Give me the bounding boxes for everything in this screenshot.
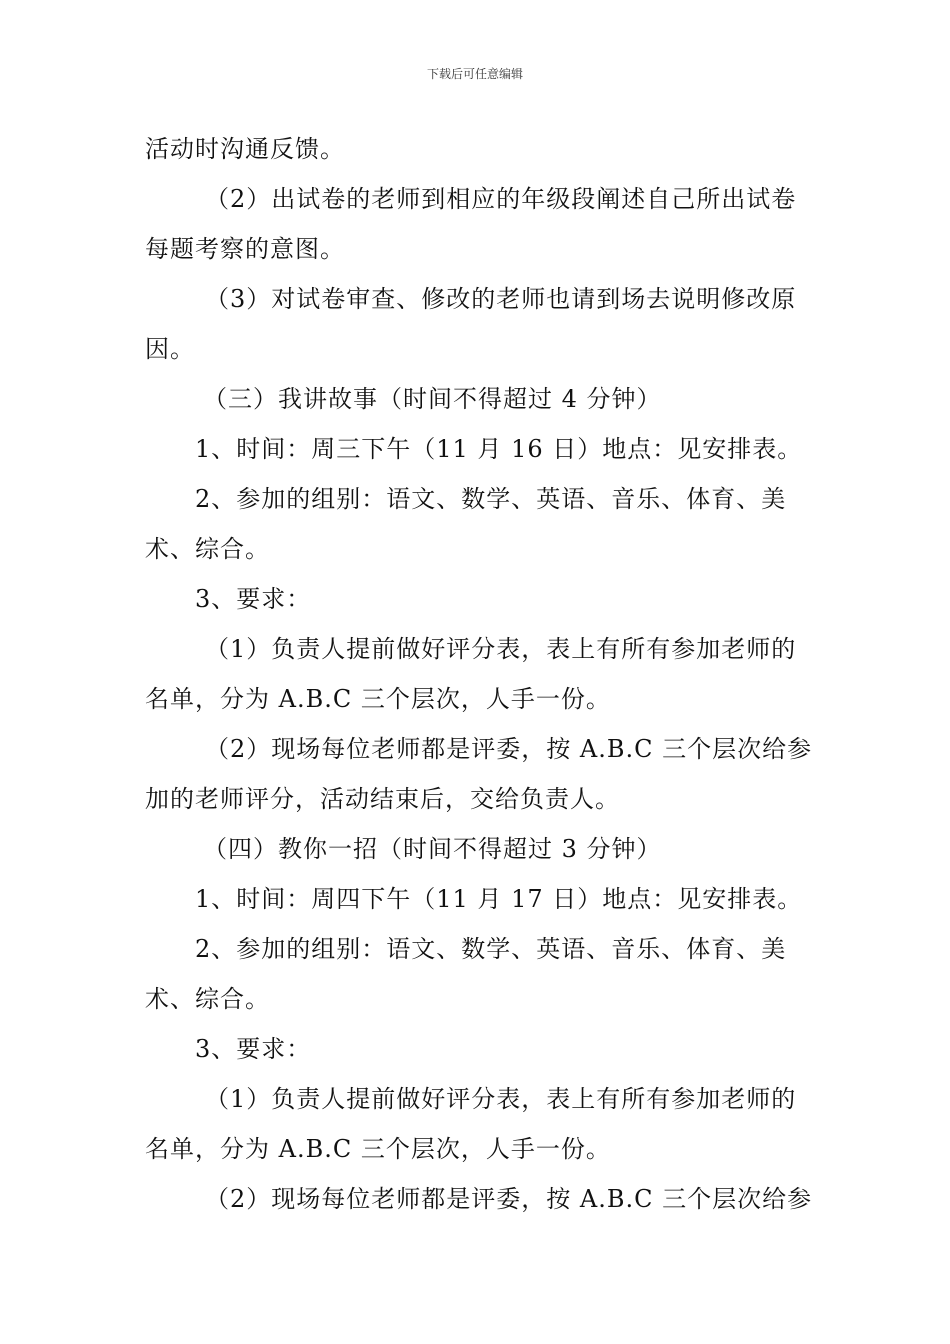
text-line: 3、要求： (195, 1035, 312, 1063)
text-line: 2、参加的组别：语文、数学、英语、音乐、体育、美 (195, 485, 787, 513)
section-heading: （四）教你一招（时间不得超过 3 分钟） (203, 835, 662, 863)
text-line: （1）负责人提前做好评分表，表上有所有参加老师的 (205, 1085, 797, 1113)
text-line: （3）对试卷审查、修改的老师也请到场去说明修改原 (205, 285, 797, 313)
text-line: 3、要求： (195, 585, 312, 613)
text-line: （2）现场每位老师都是评委，按 A.B.C 三个层次给参 (205, 1185, 813, 1213)
text-line: （2）现场每位老师都是评委，按 A.B.C 三个层次给参 (205, 735, 813, 763)
document-body (145, 124, 813, 1224)
text-line: 术、综合。 (145, 985, 270, 1013)
section-heading: （三）我讲故事（时间不得超过 4 分钟） (203, 385, 662, 413)
text-line: 1、时间：周三下午（11 月 16 日）地点：见安排表。 (195, 435, 803, 463)
text-line: 加的老师评分，活动结束后，交给负责人。 (145, 785, 620, 813)
text-line: 1、时间：周四下午（11 月 17 日）地点：见安排表。 (195, 885, 803, 913)
text-line: 名单，分为 A.B.C 三个层次，人手一份。 (145, 1135, 611, 1163)
page-header-note: 下载后可任意编辑 (426, 67, 523, 81)
text-line: （2）出试卷的老师到相应的年级段阐述自己所出试卷 (205, 185, 797, 213)
text-line: 名单，分为 A.B.C 三个层次，人手一份。 (145, 685, 611, 713)
text-line: 术、综合。 (145, 535, 270, 563)
text-line: 活动时沟通反馈。 (145, 135, 345, 163)
text-line: 每题考察的意图。 (145, 235, 345, 263)
text-line: 2、参加的组别：语文、数学、英语、音乐、体育、美 (195, 935, 787, 963)
text-line: （1）负责人提前做好评分表，表上有所有参加老师的 (205, 635, 797, 663)
text-line: 因。 (145, 335, 195, 363)
